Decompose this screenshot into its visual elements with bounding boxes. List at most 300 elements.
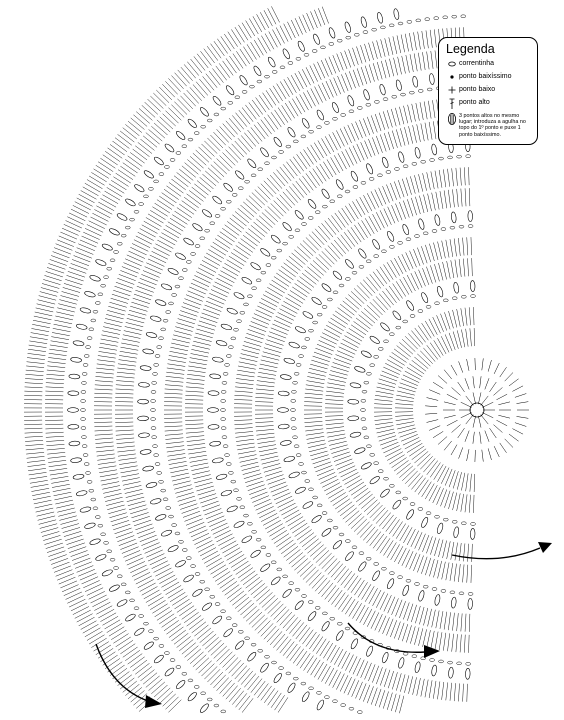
double-crochet-mark xyxy=(376,592,384,608)
cluster-mark xyxy=(436,286,444,298)
double-crochet-mark xyxy=(232,663,244,676)
double-crochet-mark xyxy=(221,36,231,51)
double-crochet-mark xyxy=(238,451,256,454)
double-crochet-mark xyxy=(410,54,413,72)
double-crochet-mark xyxy=(431,51,433,69)
double-crochet-mark xyxy=(24,391,42,392)
chain-mark xyxy=(165,652,170,655)
double-crochet-mark xyxy=(263,93,273,108)
double-crochet-mark xyxy=(99,351,117,354)
double-crochet-mark xyxy=(387,262,396,277)
double-crochet-mark xyxy=(188,291,205,298)
double-crochet-mark xyxy=(417,678,421,696)
double-crochet-mark xyxy=(397,346,411,357)
cluster-mark xyxy=(175,559,187,568)
double-crochet-mark xyxy=(111,180,126,190)
double-crochet-mark xyxy=(225,585,240,596)
double-crochet-mark xyxy=(215,282,231,290)
double-crochet-mark xyxy=(64,283,81,288)
double-crochet-mark xyxy=(119,360,137,363)
double-crochet-mark xyxy=(28,464,46,466)
double-crochet-mark xyxy=(54,320,72,324)
double-crochet-mark xyxy=(450,683,452,701)
chain-mark xyxy=(266,264,271,267)
double-crochet-mark xyxy=(427,172,431,190)
double-crochet-mark xyxy=(259,368,277,371)
double-crochet-mark xyxy=(387,110,392,127)
cluster-mark xyxy=(379,488,390,499)
double-crochet-mark xyxy=(190,652,203,664)
double-crochet-mark xyxy=(263,464,280,469)
cluster-mark xyxy=(84,290,96,298)
double-crochet-mark xyxy=(382,515,393,529)
double-crochet-mark xyxy=(49,468,67,471)
double-crochet-mark xyxy=(331,448,348,453)
double-crochet-mark xyxy=(123,128,137,139)
double-crochet-mark xyxy=(473,307,474,325)
double-crochet-mark xyxy=(152,604,167,614)
double-crochet-mark xyxy=(435,171,438,189)
double-crochet-mark xyxy=(272,29,281,45)
double-crochet-mark xyxy=(322,556,335,569)
chain-mark xyxy=(313,321,318,324)
double-crochet-mark xyxy=(216,66,227,80)
double-crochet-mark xyxy=(334,78,341,95)
double-crochet-mark xyxy=(168,457,186,460)
chain-mark xyxy=(317,313,322,316)
cluster-mark xyxy=(414,661,421,673)
double-crochet-mark xyxy=(427,52,430,70)
double-crochet-mark xyxy=(438,540,443,557)
cluster-mark xyxy=(350,382,362,389)
double-crochet-mark xyxy=(441,336,449,352)
double-crochet-mark xyxy=(142,586,158,595)
chain-mark xyxy=(448,156,453,159)
cluster-mark xyxy=(80,506,92,513)
double-crochet-mark xyxy=(133,149,147,160)
double-crochet-mark xyxy=(286,189,298,203)
double-crochet-mark xyxy=(439,170,442,188)
double-crochet-mark xyxy=(87,631,102,640)
chain-mark xyxy=(362,427,367,430)
double-crochet-mark xyxy=(334,649,343,665)
double-crochet-mark xyxy=(162,84,175,97)
double-crochet-mark xyxy=(164,393,182,394)
double-crochet-mark xyxy=(167,454,185,457)
double-crochet-mark xyxy=(73,205,89,213)
double-crochet-mark xyxy=(365,141,372,158)
chain-mark xyxy=(407,20,412,23)
curved-arrow-icon xyxy=(452,548,540,559)
double-crochet-mark xyxy=(244,133,256,147)
double-crochet-mark xyxy=(474,328,475,346)
double-crochet-mark xyxy=(63,287,80,292)
chain-mark xyxy=(82,373,87,376)
double-crochet-mark xyxy=(360,524,372,537)
double-crochet-mark xyxy=(187,194,201,205)
double-crochet-mark xyxy=(469,167,470,185)
double-crochet-mark xyxy=(53,488,71,491)
double-crochet-mark xyxy=(280,195,292,208)
double-crochet-mark xyxy=(29,341,47,344)
double-crochet-mark xyxy=(68,543,85,549)
chain-mark xyxy=(341,114,346,117)
double-crochet-mark xyxy=(376,212,384,228)
double-crochet-mark xyxy=(381,39,386,56)
double-crochet-mark xyxy=(150,255,166,263)
chain-mark xyxy=(169,302,174,305)
cluster-mark xyxy=(226,505,238,513)
double-crochet-mark xyxy=(380,210,388,226)
chain-mark xyxy=(182,145,187,148)
double-crochet-mark xyxy=(285,103,295,118)
double-crochet-mark xyxy=(154,685,167,697)
chain-mark xyxy=(154,180,159,183)
legend-label-chain: correntinha xyxy=(459,60,495,67)
double-crochet-mark xyxy=(163,229,179,238)
cluster-mark xyxy=(68,424,79,429)
chain-mark xyxy=(418,310,423,313)
double-crochet-mark xyxy=(267,629,279,642)
double-crochet-mark xyxy=(265,471,282,476)
double-crochet-mark xyxy=(512,429,523,435)
double-crochet-mark xyxy=(303,92,312,108)
double-crochet-mark xyxy=(472,258,473,276)
chain-mark xyxy=(83,454,88,457)
double-crochet-mark xyxy=(124,485,142,489)
double-crochet-mark xyxy=(83,232,99,239)
cluster-mark xyxy=(321,527,332,538)
double-crochet-mark xyxy=(94,642,109,652)
chain-mark xyxy=(114,251,119,254)
double-crochet-mark xyxy=(317,469,334,476)
double-crochet-mark xyxy=(384,208,392,224)
double-crochet-mark xyxy=(465,308,467,326)
double-crochet-mark xyxy=(467,237,468,255)
double-crochet-mark xyxy=(37,304,54,308)
double-crochet-mark xyxy=(482,450,483,462)
double-crochet-mark xyxy=(170,469,188,473)
double-crochet-mark xyxy=(240,49,250,64)
double-crochet-mark xyxy=(464,635,465,653)
double-crochet-mark xyxy=(204,141,217,154)
double-crochet-mark xyxy=(463,543,465,561)
double-crochet-mark xyxy=(186,428,204,429)
double-crochet-mark xyxy=(101,478,119,481)
chain-mark xyxy=(139,203,144,206)
double-crochet-mark xyxy=(175,327,192,332)
double-crochet-mark xyxy=(277,609,289,622)
chain-mark xyxy=(382,250,387,253)
chain-mark xyxy=(245,180,250,183)
double-crochet-mark xyxy=(328,218,339,232)
double-crochet-mark xyxy=(187,90,199,103)
double-crochet-mark xyxy=(305,425,323,427)
chain-mark xyxy=(228,101,233,104)
chain-mark xyxy=(366,260,371,263)
double-crochet-mark xyxy=(101,335,119,339)
double-crochet-mark xyxy=(35,504,53,508)
double-crochet-mark xyxy=(238,568,253,578)
double-crochet-mark xyxy=(467,565,468,583)
double-crochet-mark xyxy=(452,634,454,652)
double-crochet-mark xyxy=(238,138,250,152)
double-crochet-mark xyxy=(252,100,263,115)
double-crochet-mark xyxy=(245,105,256,119)
double-crochet-mark xyxy=(429,426,440,431)
double-crochet-mark xyxy=(206,74,217,88)
double-crochet-mark xyxy=(396,673,401,690)
double-crochet-mark xyxy=(159,236,175,245)
double-crochet-mark xyxy=(94,169,109,179)
double-crochet-mark xyxy=(245,337,262,342)
chain-mark xyxy=(256,538,261,541)
cluster-mark xyxy=(344,21,352,33)
double-crochet-mark xyxy=(325,399,343,400)
double-crochet-mark xyxy=(232,144,244,157)
double-crochet-mark xyxy=(223,683,235,696)
cluster-mark xyxy=(142,348,154,354)
double-crochet-mark xyxy=(349,656,357,672)
legend-label-cluster: 3 pontos altos no mesmo lugar; introduza a agulha no topo do 1º ponto e puxe 1 ponto baixíssimo. xyxy=(459,113,526,138)
chain-mark xyxy=(457,662,462,665)
double-crochet-mark xyxy=(186,432,204,433)
chain-mark xyxy=(296,363,301,366)
chain-mark xyxy=(406,238,411,241)
double-crochet-mark xyxy=(149,129,163,141)
double-crochet-mark xyxy=(252,193,265,206)
double-crochet-mark xyxy=(209,71,220,85)
double-crochet-mark xyxy=(257,437,275,439)
double-crochet-mark xyxy=(211,246,226,255)
legend-item-single xyxy=(445,85,531,98)
chain-mark xyxy=(374,100,379,103)
double-crochet-mark xyxy=(373,590,381,606)
double-crochet-mark xyxy=(318,85,326,101)
double-crochet-mark xyxy=(199,661,212,673)
double-crochet-mark xyxy=(338,595,348,610)
chain-mark xyxy=(95,516,100,519)
double-crochet-mark xyxy=(259,510,275,518)
double-crochet-mark xyxy=(176,492,193,497)
double-crochet-mark xyxy=(351,578,361,593)
double-crochet-mark xyxy=(261,36,270,52)
cluster-mark xyxy=(270,576,281,587)
double-crochet-mark xyxy=(509,434,519,441)
chain-mark xyxy=(315,211,320,214)
chain-mark xyxy=(151,400,156,403)
double-crochet-mark xyxy=(164,620,179,630)
double-crochet-mark xyxy=(367,502,380,514)
double-crochet-mark xyxy=(239,110,250,124)
double-crochet-mark xyxy=(223,153,236,166)
double-crochet-mark xyxy=(395,404,413,405)
double-crochet-mark xyxy=(286,617,298,631)
double-crochet-mark xyxy=(220,126,232,139)
double-crochet-mark xyxy=(105,318,122,322)
double-crochet-mark xyxy=(300,243,313,255)
cluster-mark xyxy=(125,198,137,208)
double-crochet-mark xyxy=(197,628,211,639)
double-crochet-mark xyxy=(377,387,395,391)
double-crochet-mark xyxy=(287,77,296,93)
double-crochet-mark xyxy=(130,509,147,514)
double-crochet-mark xyxy=(105,151,120,161)
cluster-mark xyxy=(164,143,175,154)
double-crochet-mark xyxy=(418,628,422,645)
double-crochet-mark xyxy=(64,588,80,595)
chain-mark xyxy=(461,522,466,525)
double-crochet-mark xyxy=(309,634,319,649)
chain-mark xyxy=(222,436,227,439)
double-crochet-mark xyxy=(375,419,393,421)
double-crochet-mark xyxy=(304,397,322,398)
double-crochet-mark xyxy=(238,25,247,40)
double-crochet-mark xyxy=(463,564,465,582)
double-crochet-mark xyxy=(307,542,321,554)
double-crochet-mark xyxy=(257,122,268,136)
double-crochet-mark xyxy=(238,208,252,220)
double-crochet-mark xyxy=(337,569,348,583)
double-crochet-mark xyxy=(117,368,135,370)
double-crochet-mark xyxy=(355,682,362,699)
double-crochet-mark xyxy=(175,211,190,221)
chain-mark xyxy=(176,152,181,155)
double-crochet-mark xyxy=(196,329,213,334)
double-crochet-mark xyxy=(408,676,412,693)
double-crochet-mark xyxy=(308,444,326,448)
chain-mark xyxy=(349,707,354,710)
double-crochet-mark xyxy=(92,213,108,221)
double-crochet-mark xyxy=(349,482,364,492)
chain-mark xyxy=(153,372,158,375)
double-crochet-mark xyxy=(150,600,165,609)
double-crochet-mark xyxy=(422,482,432,497)
double-crochet-mark xyxy=(136,576,152,584)
chain-mark xyxy=(139,615,144,618)
double-crochet-mark xyxy=(125,159,140,169)
double-crochet-mark xyxy=(79,194,95,203)
double-crochet-mark xyxy=(392,352,407,362)
double-crochet-mark xyxy=(274,534,289,544)
double-crochet-mark xyxy=(376,426,394,429)
double-crochet-mark xyxy=(198,490,215,495)
chain-mark xyxy=(215,215,220,218)
chain-mark xyxy=(152,436,157,439)
double-crochet-mark xyxy=(150,96,163,108)
double-crochet-mark xyxy=(461,189,462,207)
chain-mark xyxy=(396,326,401,329)
chain-mark xyxy=(91,498,96,501)
double-crochet-mark xyxy=(430,343,440,358)
double-crochet-mark xyxy=(341,235,352,249)
cluster-mark xyxy=(209,373,220,379)
double-crochet-mark xyxy=(215,572,230,582)
double-crochet-mark xyxy=(279,503,295,511)
double-crochet-mark xyxy=(278,108,288,123)
double-crochet-mark xyxy=(451,260,454,278)
double-crochet-mark xyxy=(272,280,287,290)
double-crochet-mark xyxy=(307,436,325,439)
double-crochet-mark xyxy=(24,395,42,396)
cluster-mark xyxy=(468,598,473,609)
chain-mark xyxy=(191,253,196,256)
double-crochet-mark xyxy=(170,592,185,602)
double-crochet-mark xyxy=(257,14,266,30)
double-crochet-mark xyxy=(241,239,256,250)
chain-mark xyxy=(226,355,231,358)
cluster-mark xyxy=(138,432,149,437)
double-crochet-mark xyxy=(33,496,51,500)
double-crochet-mark xyxy=(307,13,314,30)
double-crochet-mark xyxy=(446,240,449,258)
double-crochet-mark xyxy=(325,248,337,261)
double-crochet-mark xyxy=(319,472,335,479)
double-crochet-mark xyxy=(463,259,465,277)
chain-mark xyxy=(389,24,394,27)
double-crochet-mark xyxy=(179,315,196,320)
double-crochet-mark xyxy=(94,397,112,398)
double-crochet-mark xyxy=(133,516,150,522)
chain-mark xyxy=(154,454,159,457)
chain-mark xyxy=(317,691,322,694)
double-crochet-mark xyxy=(359,494,373,505)
chain-mark xyxy=(221,610,226,613)
chain-mark xyxy=(210,595,215,598)
double-crochet-mark xyxy=(135,663,149,674)
double-crochet-mark xyxy=(253,16,262,32)
double-crochet-mark xyxy=(46,378,64,379)
double-crochet-mark xyxy=(433,431,443,437)
double-crochet-mark xyxy=(425,413,437,414)
chain-mark xyxy=(367,445,372,448)
double-crochet-mark xyxy=(243,470,260,475)
double-crochet-mark xyxy=(423,458,435,472)
double-crochet-mark xyxy=(438,376,447,384)
chain-mark xyxy=(152,381,157,384)
cluster-mark xyxy=(259,247,271,257)
double-crochet-mark xyxy=(485,378,489,389)
chain-mark xyxy=(151,427,156,430)
double-crochet-mark xyxy=(423,608,427,625)
double-crochet-mark xyxy=(108,148,123,158)
cluster-mark xyxy=(451,597,457,608)
cluster-mark xyxy=(282,588,293,599)
double-crochet-mark xyxy=(320,336,336,344)
double-crochet-mark xyxy=(235,211,249,222)
double-crochet-mark xyxy=(196,150,209,162)
double-crochet-mark xyxy=(381,61,386,78)
double-crochet-mark xyxy=(83,624,99,633)
cluster-mark xyxy=(89,274,101,282)
double-crochet-mark xyxy=(279,270,294,280)
double-crochet-mark xyxy=(96,606,112,615)
double-crochet-mark xyxy=(165,381,183,383)
chain-mark xyxy=(214,113,219,116)
cluster-mark xyxy=(448,667,454,678)
double-crochet-mark xyxy=(174,485,191,490)
chain-mark xyxy=(386,171,391,174)
double-crochet-mark xyxy=(168,222,183,231)
chain-mark xyxy=(205,229,210,232)
cluster-mark xyxy=(398,657,406,669)
double-crochet-mark xyxy=(364,44,369,61)
chain-mark xyxy=(406,579,411,582)
double-crochet-mark xyxy=(188,451,206,454)
chain-mark xyxy=(450,591,455,594)
double-crochet-mark xyxy=(312,575,324,588)
double-crochet-mark xyxy=(434,340,443,355)
